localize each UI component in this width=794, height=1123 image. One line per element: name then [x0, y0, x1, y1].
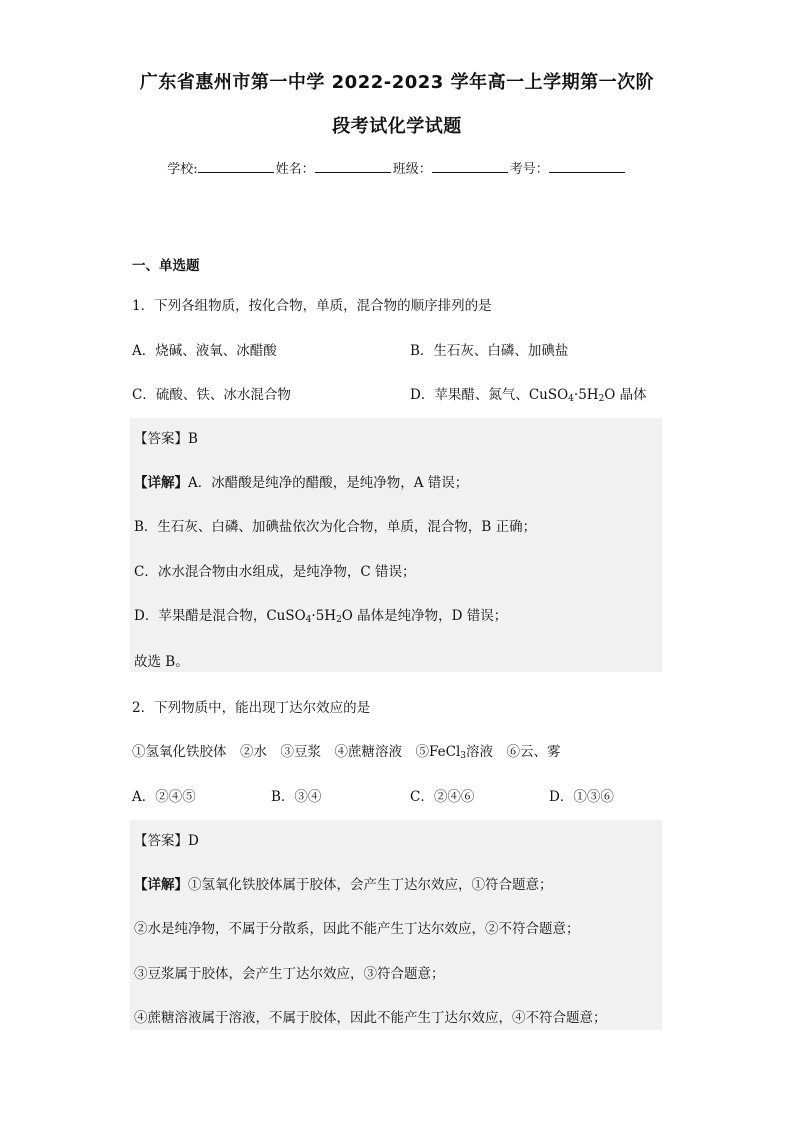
- q2-detail-4: ④蔗糖溶液属于溶液，不属于胶体，因此不能产生丁达尔效应，④不符合题意；: [134, 1010, 607, 1026]
- detail-text: A．冰醋酸是纯净的醋酸，是纯净物，A 错误；: [188, 475, 469, 491]
- number-label: 考号：: [509, 162, 549, 177]
- q2-detail-1: [134, 873, 553, 893]
- class-label: 班级：: [392, 162, 432, 177]
- q1-option-d-text: O 晶体: [604, 387, 647, 403]
- answer-label: 【答案】: [134, 431, 188, 447]
- q2-answer: [134, 829, 199, 849]
- q2-detail-3: ③豆浆属于胶体，会产生丁达尔效应，③符合题意；: [134, 966, 445, 982]
- q1-detail-2: B．生石灰、白磷、加碘盐依次为化合物，单质，混合物，B 正确；: [134, 519, 537, 535]
- q1-detail-1: [134, 471, 468, 491]
- subscript: 2: [598, 394, 605, 404]
- q1-answer-box: [130, 418, 662, 672]
- q2-option-b: B．③④: [271, 789, 322, 805]
- q2-option-c: C．②④⑥: [410, 789, 475, 805]
- detail-text: ·5H: [311, 608, 337, 624]
- answer-value: D: [188, 833, 199, 849]
- q2-option-d: D．①③⑥: [549, 789, 614, 805]
- answer-value: B: [188, 431, 198, 447]
- q2-items: [132, 740, 561, 761]
- q1-option-a: A．烧碱、液氧、冰醋酸: [132, 343, 277, 359]
- detail-text: D．苹果醋是混合物，CuSO: [134, 608, 306, 624]
- school-label: 学校:: [167, 162, 198, 177]
- q1-option-d: [410, 383, 647, 404]
- detail-text: ①氢氧化铁胶体属于胶体，会产生丁达尔效应，①符合题意；: [188, 877, 553, 893]
- class-blank[interactable]: [432, 160, 508, 173]
- q1-option-d-text: D．苹果醋、氮气、CuSO: [410, 387, 569, 403]
- q1-option-c: C．硫酸、铁、冰水混合物: [132, 387, 291, 403]
- q1-option-b: B．生石灰、白磷、加碘盐: [410, 343, 569, 359]
- document-title-line2: 段考试化学试题: [332, 116, 462, 137]
- q2-answer-box: [130, 820, 662, 1030]
- q2-items-text: 溶液 ⑥云、雾: [466, 744, 561, 760]
- document-title-line1: 广东省惠州市第一中学 2022-2023 学年高一上学期第一次阶: [139, 72, 655, 93]
- q1-conclusion: 故选 B。: [134, 654, 189, 670]
- section-title: 一、单选题: [132, 258, 200, 274]
- subscript: 3: [460, 751, 466, 761]
- q1-option-d-text: ·5H: [573, 387, 599, 403]
- q2-option-a: A．②④⑤: [132, 789, 196, 805]
- number-blank[interactable]: [549, 160, 625, 173]
- q2-items-text: ①氢氧化铁胶体 ②水 ③豆浆 ④蔗糖溶液 ⑤FeCl: [132, 744, 461, 760]
- detail-text: O 晶体是纯净物，D 错误；: [341, 608, 508, 624]
- q1-detail-4: [134, 604, 507, 625]
- q1-stem: 1．下列各组物质，按化合物，单质，混合物的顺序排列的是: [132, 298, 492, 314]
- q2-stem: 2．下列物质中，能出现丁达尔效应的是: [132, 700, 371, 716]
- answer-label: 【答案】: [134, 833, 188, 849]
- subscript: 4: [305, 615, 312, 625]
- q1-detail-3: C．冰水混合物由水组成，是纯净物，C 错误；: [134, 564, 416, 580]
- name-blank[interactable]: [315, 160, 391, 173]
- detail-label: 【详解】: [134, 475, 188, 491]
- q2-detail-2: ②水是纯净物，不属于分散系，因此不能产生丁达尔效应，②不符合题意；: [134, 921, 580, 937]
- q1-answer: [134, 427, 198, 447]
- detail-label: 【详解】: [134, 877, 188, 893]
- subscript: 4: [568, 394, 574, 404]
- name-label: 姓名：: [275, 162, 315, 177]
- school-blank[interactable]: [198, 160, 274, 173]
- student-info-row: [0, 158, 794, 177]
- subscript: 2: [336, 615, 342, 625]
